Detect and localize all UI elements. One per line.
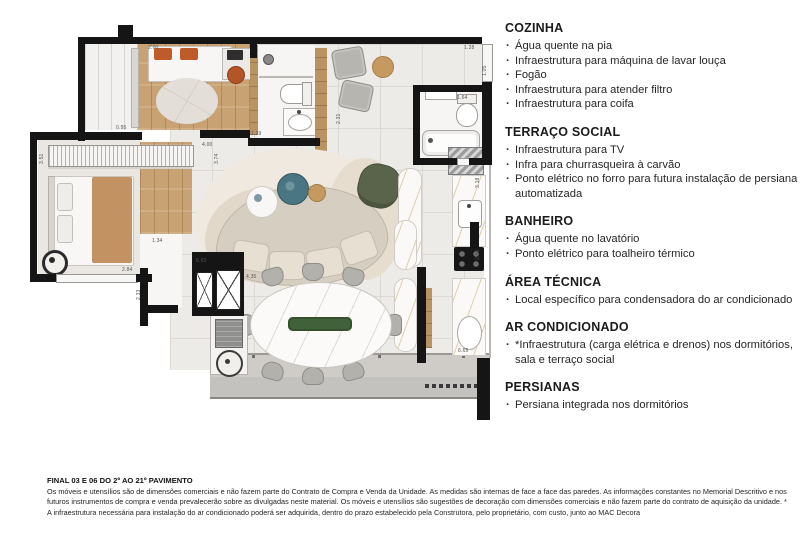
wall-bathroom1-bottom (248, 138, 320, 146)
spec-section-ar-condicionado (505, 320, 798, 367)
terrace-vent-strip (425, 384, 483, 388)
spec-item: · Infraestrutura para TV (505, 143, 798, 158)
floor-plan (30, 18, 492, 420)
section-title: BANHEIRO (505, 214, 574, 229)
spec-item: · Infraestrutura para atender filtro (505, 83, 798, 98)
footer-title: FINAL 03 E 06 DO 2º AO 21º PAVIMENTO (47, 476, 193, 485)
wall-bathroom1-left-stub (250, 44, 257, 58)
wall-top-stub (118, 25, 133, 37)
section-title: PERSIANAS (505, 380, 580, 395)
kitchen-faucet (467, 204, 471, 208)
bathroom1-wardrobe-strip (250, 45, 258, 135)
living-side-table (308, 184, 326, 202)
bedroom2-speaker-dot (49, 257, 55, 263)
living-table-decor (254, 194, 262, 202)
dim-label: 2.84 (122, 267, 133, 273)
bathroom1-faucet (297, 110, 301, 114)
spec-item: · Infraestrutura para coifa (505, 97, 798, 112)
wall-kitchen-stub (470, 222, 479, 248)
section-title: COZINHA (505, 21, 564, 35)
spec-item: · Fogão (505, 68, 798, 83)
dim-label: 1.28 (464, 45, 475, 51)
wall-hall-bottom (140, 305, 178, 313)
wall-bedrooms-divider (30, 132, 142, 140)
wall-bedroom1-bottom (200, 130, 250, 138)
bedroom2-wardrobe (48, 145, 194, 167)
bathroom1-shower-glass (259, 76, 313, 78)
spec-item: · Ponto elétrico para toalheiro térmico (505, 247, 798, 262)
dim-label: 1.34 (152, 238, 163, 244)
bathroom1-toilet-tank (302, 82, 312, 106)
wall-bathroom2-bottom-a (413, 158, 457, 165)
bedroom2-window (56, 274, 138, 283)
dim-label: 1.64 (457, 95, 468, 101)
bathroom2-tub-drain (428, 138, 433, 143)
wall-right-upper (482, 80, 492, 165)
spec-item: · Água quente na pia (505, 39, 798, 54)
dim-label: 6.02 (196, 258, 207, 264)
wall-top (80, 37, 482, 44)
section-title: AR CONDICIONADO (505, 320, 629, 335)
bedroom1-round-rug (156, 78, 218, 124)
bedroom1-closet-door (131, 48, 139, 128)
bedroom1-pillow-right (180, 48, 198, 60)
spec-section-persianas (505, 380, 798, 413)
spec-section-cozinha (505, 21, 798, 112)
dim-label: 3.18 (475, 177, 481, 188)
wall-bedroom2-left (30, 132, 37, 282)
dim-label: 4.00 (202, 142, 213, 148)
dim-label: 1.05 (482, 65, 488, 76)
spec-item: · Infraestrutura para máquina de lavar louça (505, 54, 798, 69)
bedroom2-speaker (42, 250, 68, 276)
living-coffee-table-teal (277, 173, 309, 205)
dim-label: 2.33 (136, 289, 142, 300)
dim-label: 0.95 (116, 125, 127, 131)
section-title: TERRAÇO SOCIAL (505, 124, 621, 139)
spec-column (505, 21, 798, 426)
dim-label: 6.65 (458, 348, 469, 354)
spec-section-area-tecnica (505, 275, 798, 308)
dining-chair (302, 263, 324, 281)
shaft-duct-2 (216, 270, 241, 310)
wall-dining-kitchen (417, 267, 426, 363)
spec-item: · Local específico para condensadora do ar condicionado (505, 293, 798, 308)
dim-label: 2.50 (475, 249, 481, 260)
terrace-grill (215, 319, 243, 348)
dim-label: 3.51 (39, 153, 45, 164)
spec-section-banheiro (505, 214, 798, 261)
wall-bedroom2-bottom-left (30, 274, 56, 282)
terrace-churrasqueira (216, 350, 243, 377)
dim-label: 1.29 (251, 131, 262, 137)
bathroom1-sink (288, 114, 312, 131)
section-title: ÁREA TÉCNICA (505, 274, 602, 289)
wall-bathroom2-top (413, 85, 483, 92)
bedroom1-laptop (227, 50, 243, 60)
spec-item: · Ponto elétrico no forro para futura instalação de persiana automatizada (505, 172, 798, 201)
shaft-duct-1 (196, 272, 213, 308)
bathroom2-toilet (456, 103, 478, 127)
living-armchair-1 (331, 45, 368, 80)
spec-item: · Infra para churrasqueira à carvão (505, 158, 798, 173)
spec-item: · *Infraestrutura (carga elétrica e drenos) nos dormitórios, sala e terraço social (505, 338, 798, 367)
bedroom2-pillow-top (57, 183, 73, 211)
living-coffee-table-white (246, 186, 278, 218)
dim-label: 2.31 (336, 113, 342, 124)
terrace-churrasqueira-knob (225, 359, 230, 364)
bathroom1-shower-head (263, 54, 274, 65)
footer-disclaimer: Os móveis e utensílios são de dimensões comerciais e não fazem parte do Contrato de Compra e Venda da Unidade. As medidas são internas de face a face das paredes. As informações constantes no Memorial Descritivo e nos futuros instrumentos de compra e venda prevalecerão sobre as divulgadas neste material. Os móveis e utensílios são sugestões de decoração com dimensões comerciais e não fazem parte do contrato de aquisição da unidade. * A infraestrutura necessária para instalação do ar condicionado poderá ser adquirida, dentro do prazo estabelecido pela Construtora, pelo proprietário, com custo, junto ao MAC Decora (47, 487, 787, 517)
window-top-right (482, 44, 493, 82)
legal-footer (47, 476, 787, 518)
spec-item: · Persiana integrada nos dormitórios (505, 398, 798, 413)
bedroom1-desk-chair (227, 66, 245, 84)
living-pouf (372, 56, 394, 78)
terrace-bottom-line (210, 397, 490, 399)
kitchen-wood-panel (426, 288, 432, 348)
spec-section-terraco (505, 125, 798, 201)
dim-label: 2.00 (148, 45, 159, 51)
dining-table-centerpiece (288, 317, 352, 331)
window-right-edge (489, 165, 491, 358)
bedroom2-pillow-bottom (57, 215, 73, 243)
kitchen-island-upper (394, 220, 417, 270)
dining-chair (302, 367, 324, 385)
bedroom2-bed-throw (92, 177, 132, 263)
wall-bathroom2-left (413, 85, 420, 165)
dim-label: 4.35 (246, 274, 257, 280)
wall-right-lower (477, 358, 490, 420)
wall-bedroom1-left (78, 37, 85, 141)
dim-label: 3.74 (214, 153, 220, 164)
kitchen-counter-basin (457, 316, 482, 350)
spec-item: · Água quente no lavatório (505, 232, 798, 247)
bedroom2-wardrobe-shelf-line (48, 167, 192, 169)
